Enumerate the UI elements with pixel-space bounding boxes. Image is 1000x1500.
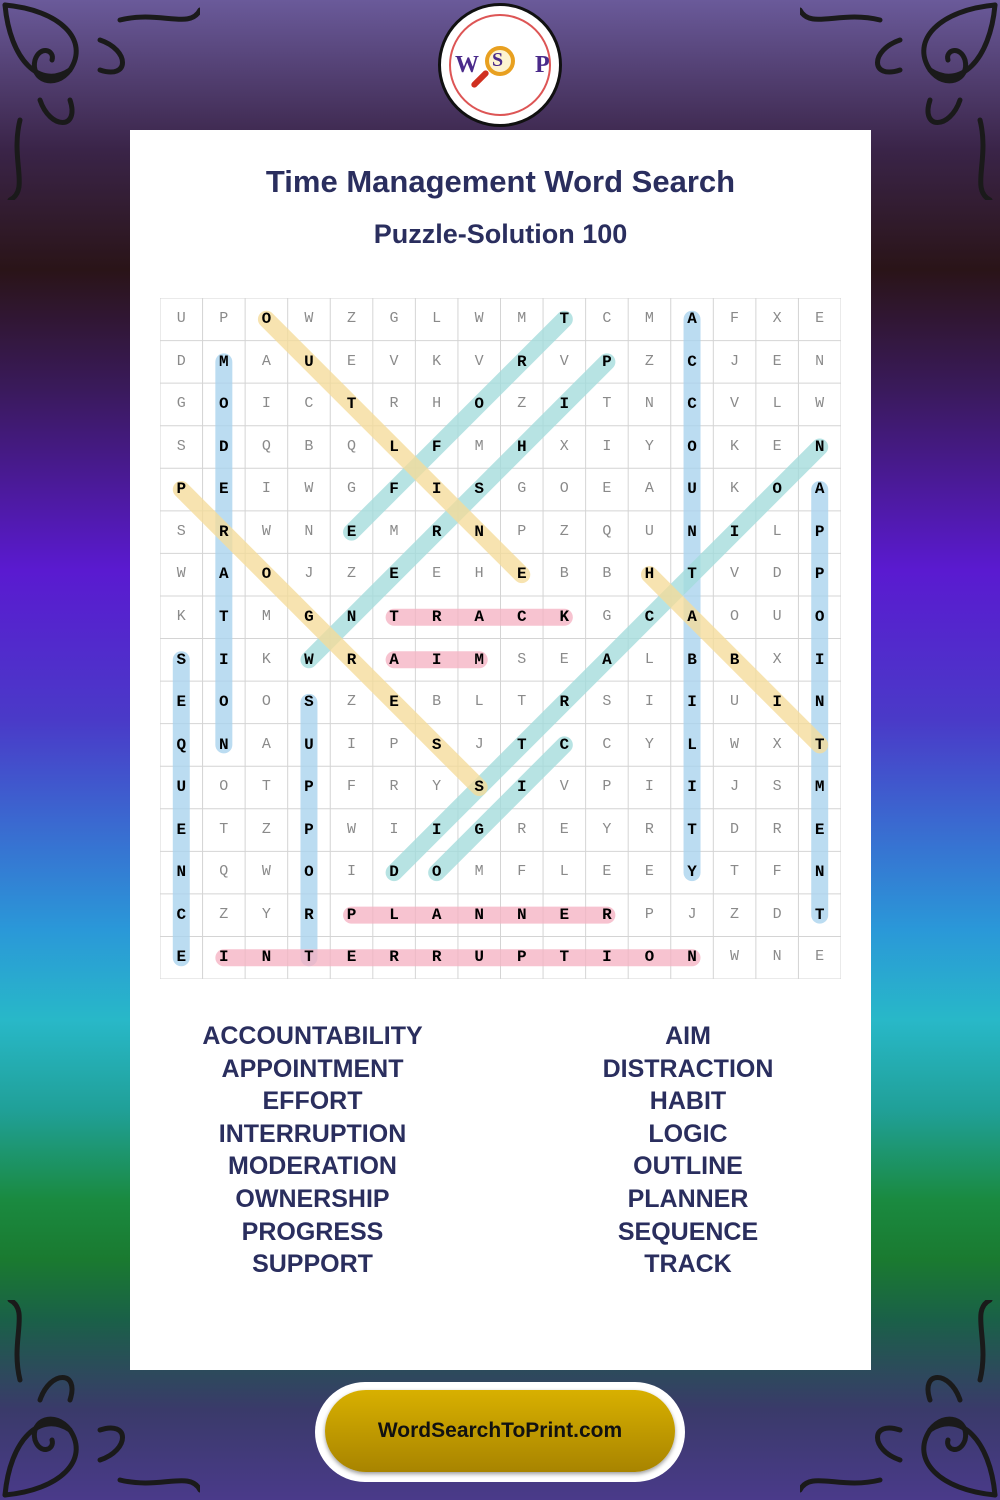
grid-cell: L (389, 905, 399, 924)
grid-cell: F (431, 437, 442, 456)
grid-cell: C (687, 395, 697, 414)
grid-cell: X (772, 735, 782, 753)
grid-cell: E (389, 693, 399, 712)
list-item: DISTRACTION (602, 1054, 774, 1083)
grid-cell: S (772, 778, 782, 796)
grid-cell: W (346, 820, 356, 838)
grid-cell: Y (687, 863, 697, 882)
grid-cell: R (772, 820, 782, 838)
grid-cell: N (644, 395, 654, 413)
grid-cell: N (687, 522, 697, 541)
grid-cell: R (431, 948, 442, 967)
grid-cell: S (431, 735, 442, 754)
grid-cell: N (814, 693, 825, 712)
grid-cell: Q (219, 863, 229, 881)
grid-cell: N (814, 863, 825, 882)
grid-cell: E (346, 948, 357, 967)
grid-cell: C (559, 735, 570, 754)
grid-cell: O (474, 395, 484, 414)
grid-cell: M (474, 437, 484, 455)
grid-cell: T (559, 948, 570, 967)
grid-cell: H (432, 395, 442, 413)
grid-cell: R (431, 522, 442, 541)
grid-cell: S (176, 522, 186, 540)
grid-cell: J (304, 565, 314, 583)
grid-cell: F (730, 310, 740, 327)
grid-cell: G (474, 820, 484, 839)
grid-cell: B (687, 650, 697, 669)
grid-cell: R (389, 778, 399, 796)
grid-cell: S (176, 437, 186, 455)
grid-cell: E (176, 693, 187, 712)
grid-cell: P (219, 310, 229, 327)
grid-cell: N (261, 948, 272, 967)
grid-cell: A (261, 735, 271, 753)
grid-cell: O (261, 310, 272, 328)
grid-cell: M (389, 522, 399, 540)
grid-cell: L (772, 395, 782, 413)
grid-cell: P (304, 778, 314, 797)
grid-cell: J (730, 352, 740, 370)
list-item: ACCOUNTABILITY (202, 1022, 423, 1050)
grid-cell: T (389, 607, 399, 626)
grid-cell: I (389, 820, 399, 838)
grid-cell: K (730, 480, 740, 498)
grid-cell: U (304, 352, 314, 371)
grid-cell: O (261, 693, 271, 711)
grid-cell: N (346, 607, 357, 626)
grid-cell: B (729, 650, 740, 669)
grid-cell: Z (730, 905, 740, 923)
grid-cell: T (304, 948, 314, 967)
grid-cell: N (814, 437, 825, 456)
grid-cell: C (176, 905, 187, 924)
grid-cell: I (261, 395, 271, 413)
grid-cell: V (559, 352, 569, 370)
grid-cell: U (304, 735, 314, 754)
grid-cell: N (474, 905, 484, 924)
grid-cell: F (346, 778, 356, 796)
grid-cell: T (559, 310, 570, 328)
grid-cell: N (304, 522, 314, 540)
grid-cell: I (644, 693, 654, 711)
grid-cell: A (474, 607, 484, 626)
grid-cell: Z (644, 352, 654, 370)
grid-cell: Z (346, 310, 356, 327)
list-item: OWNERSHIP (235, 1184, 390, 1213)
grid-cell: F (772, 863, 782, 881)
grid-cell: L (644, 650, 654, 668)
grid-cell: E (346, 352, 356, 370)
grid-cell: Q (602, 522, 612, 540)
grid-cell: A (687, 310, 697, 328)
grid-cell: S (304, 693, 314, 712)
grid-cell: H (474, 565, 484, 583)
grid-cell: G (602, 607, 612, 625)
grid-cell: D (176, 352, 186, 370)
list-item: MODERATION (228, 1152, 397, 1181)
grid-cell: N (772, 948, 782, 966)
grid-cell: W (261, 863, 271, 881)
grid-cell: I (644, 778, 654, 796)
grid-cell: W (730, 948, 740, 966)
grid-cell: L (559, 863, 569, 881)
list-item: TRACK (644, 1250, 732, 1279)
list-item: PROGRESS (241, 1217, 384, 1246)
grid-cell: S (517, 650, 527, 668)
grid-cell: T (517, 693, 527, 711)
list-item: LOGIC (648, 1119, 728, 1148)
grid-cell: M (814, 778, 825, 797)
grid-cell: T (730, 863, 740, 881)
grid-cell: R (644, 820, 654, 838)
grid-cell: I (261, 480, 271, 498)
grid-cell: C (687, 352, 697, 371)
grid-cell: T (687, 565, 697, 584)
grid-cell: G (346, 480, 356, 498)
list-item: AIM (665, 1022, 711, 1050)
wsp-logo[interactable] (438, 3, 562, 127)
grid-cell: W (304, 310, 314, 327)
logo-letter-w: W (455, 52, 479, 78)
grid-cell: V (730, 395, 740, 413)
word-search-grid (160, 298, 841, 979)
grid-cell: Y (432, 778, 442, 796)
grid-cell: I (431, 650, 442, 669)
grid-cell: O (304, 863, 314, 882)
grid-cell: Z (219, 905, 229, 923)
grid-cell: T (346, 395, 357, 414)
grid-cell: K (176, 607, 186, 625)
grid-cell: B (304, 437, 314, 455)
grid-cell: W (815, 395, 825, 413)
grid-cell: V (389, 352, 399, 370)
logo-letter-s: S (492, 49, 504, 71)
grid-cell: S (474, 778, 484, 797)
grid-cell: E (516, 565, 527, 584)
grid-cell: F (517, 863, 527, 881)
grid-cell: P (389, 735, 399, 753)
grid-cell: I (772, 693, 782, 712)
grid-cell: R (559, 693, 570, 712)
grid-cell: I (219, 650, 229, 669)
grid-cell: O (219, 395, 229, 414)
grid-cell: E (814, 820, 825, 839)
grid-cell: T (516, 735, 527, 754)
grid-cell: Z (346, 693, 356, 711)
grid-cell: X (772, 650, 782, 668)
grid-cell: O (644, 948, 655, 967)
grid-cell: B (432, 693, 442, 711)
grid-cell: R (304, 905, 314, 924)
grid-cell: E (772, 352, 782, 370)
grid-cell: V (559, 778, 569, 796)
grid-cell: E (176, 948, 187, 967)
grid-cell: Z (559, 522, 569, 540)
grid-cell: A (261, 352, 271, 370)
grid-cell: Y (261, 905, 271, 923)
grid-cell: A (431, 905, 442, 924)
grid-cell: S (176, 650, 187, 669)
grid-cell: I (516, 778, 527, 797)
grid-cell: F (389, 480, 399, 499)
grid-cell: U (730, 693, 740, 711)
grid-cell: K (559, 607, 570, 626)
grid-cell: D (219, 437, 229, 456)
grid-cell: D (730, 820, 740, 838)
grid-cell: M (219, 352, 229, 371)
grid-cell: O (687, 437, 697, 456)
grid-cell: T (219, 607, 229, 626)
grid-cell: D (772, 565, 782, 583)
grid-cell: Y (644, 437, 654, 455)
list-item: INTERRUPTION (218, 1119, 407, 1148)
grid-cell: G (176, 395, 186, 413)
grid-cell: W (474, 310, 484, 327)
grid-cell: R (389, 948, 399, 967)
grid-cell: O (814, 607, 825, 626)
list-item: APPOINTMENT (221, 1054, 404, 1083)
grid-cell: A (814, 480, 825, 499)
website-link-label[interactable]: WordSearchToPrint.com (325, 1390, 675, 1472)
grid-cell: B (559, 565, 569, 583)
grid-cell: A (219, 565, 229, 584)
grid-cell: N (219, 735, 229, 754)
grid-cell: Z (346, 565, 356, 583)
grid-cell: H (644, 565, 655, 584)
grid-cell: G (304, 607, 314, 626)
list-item: SUPPORT (252, 1250, 373, 1279)
grid-cell: O (559, 480, 569, 498)
grid-cell: N (176, 863, 187, 882)
list-item: PLANNER (627, 1184, 749, 1213)
grid-cell: O (219, 693, 229, 712)
grid-cell: P (516, 948, 527, 967)
grid-cell: R (389, 395, 399, 413)
grid-cell: I (346, 863, 356, 881)
grid-cell: C (602, 735, 612, 753)
grid-cell: E (432, 565, 442, 583)
grid-cell: I (814, 650, 825, 669)
grid-cell: W (304, 650, 314, 669)
grid-cell: E (559, 650, 569, 668)
grid-cell: U (644, 522, 654, 540)
grid-cell: M (644, 310, 654, 327)
grid-cell: M (517, 310, 527, 327)
page-subtitle: Puzzle-Solution 100 (373, 219, 628, 249)
grid-cell: Z (517, 395, 527, 413)
grid-cell: I (687, 778, 697, 797)
grid-cell: E (602, 863, 612, 881)
grid-cell: A (644, 480, 654, 498)
grid-cell: L (687, 735, 697, 754)
grid-cell: T (219, 820, 229, 838)
website-link-button[interactable] (315, 1382, 685, 1482)
page-title: Time Management Word Search (265, 164, 736, 199)
grid-cell: P (644, 905, 654, 923)
grid-cell: C (516, 607, 527, 626)
grid-cell: C (602, 310, 612, 327)
grid-cell: L (474, 693, 484, 711)
list-item: EFFORT (262, 1087, 363, 1116)
grid-cell: N (687, 948, 697, 967)
grid-cell: E (219, 480, 229, 499)
grid-cell: X (559, 437, 569, 455)
grid-cell: R (602, 905, 612, 924)
grid-cell: A (602, 650, 612, 669)
grid-letters (160, 298, 841, 979)
grid-cell: M (474, 650, 484, 669)
grid-cell: K (432, 352, 442, 370)
grid-cell: I (602, 437, 612, 455)
grid-cell: U (772, 607, 782, 625)
grid-cell: X (772, 310, 782, 327)
grid-cell: R (517, 820, 527, 838)
grid-cell: I (346, 735, 356, 753)
grid-cell: Y (644, 735, 654, 753)
grid-cell: E (815, 948, 825, 966)
grid-cell: T (602, 395, 612, 413)
grid-cell: E (602, 480, 612, 498)
grid-cell: I (729, 522, 740, 541)
grid-cell: C (644, 607, 655, 626)
grid-cell: U (176, 310, 186, 327)
grid-cell: O (772, 480, 782, 499)
grid-cell: U (176, 778, 187, 797)
grid-cell: P (602, 352, 612, 371)
grid-cell: P (814, 522, 825, 541)
grid-cell: E (772, 437, 782, 455)
grid-cell: P (814, 565, 825, 584)
grid-cell: O (219, 778, 229, 796)
grid-cell: O (261, 565, 272, 584)
grid-cell: I (431, 480, 442, 499)
list-item: HABIT (649, 1087, 727, 1116)
grid-cell: E (389, 565, 399, 584)
grid-cell: Z (261, 820, 271, 838)
grid-cell: J (730, 778, 740, 796)
grid-cell: V (730, 565, 740, 583)
grid-cell: N (815, 352, 825, 370)
grid-cell: P (346, 905, 357, 924)
grid-cell: U (687, 480, 697, 499)
grid-cell: T (814, 905, 825, 924)
grid-cell: A (389, 650, 399, 669)
grid-cell: O (431, 863, 442, 882)
grid-cell: P (304, 820, 314, 839)
grid-cell: M (261, 607, 271, 625)
grid-cell: I (602, 948, 612, 967)
grid-cell: T (814, 735, 825, 754)
grid-cell: J (474, 735, 484, 753)
grid-cell: D (772, 905, 782, 923)
grid-cell: P (517, 522, 527, 540)
grid-cell: I (687, 693, 697, 712)
grid-cell: E (815, 310, 825, 327)
grid-cell: P (602, 778, 612, 796)
grid-cell: E (644, 863, 654, 881)
word-list-left (160, 1020, 465, 1281)
grid-cell: W (176, 565, 186, 583)
grid-cell: L (389, 437, 399, 456)
grid-cell: I (559, 395, 570, 414)
grid-cell: V (474, 352, 484, 370)
grid-cell: T (261, 778, 271, 796)
grid-cell: Q (346, 437, 356, 455)
grid-cell: A (687, 607, 697, 626)
grid-cell: I (219, 948, 229, 967)
list-item: OUTLINE (633, 1152, 743, 1181)
logo-letter-p: P (535, 52, 550, 78)
grid-cell: P (176, 480, 187, 499)
grid-cell: K (261, 650, 271, 668)
grid-cell: G (517, 480, 527, 498)
grid-cell: U (474, 948, 484, 967)
grid-cell: H (516, 437, 527, 456)
grid-cell: S (602, 693, 612, 711)
grid-cell: R (219, 522, 229, 541)
grid-cell: R (516, 352, 527, 371)
grid-cell: L (432, 310, 442, 327)
grid-cell: J (687, 905, 697, 923)
grid-cell: Q (261, 437, 271, 455)
grid-cell: O (730, 607, 740, 625)
grid-cell: W (730, 735, 740, 753)
grid-cell: R (346, 650, 357, 669)
grid-cell: G (389, 310, 399, 327)
grid-cell: M (474, 863, 484, 881)
puzzle-panel (130, 130, 871, 1370)
grid-cell: D (389, 863, 399, 882)
grid-cell: Y (602, 820, 612, 838)
grid-cell: E (176, 820, 187, 839)
grid-cell: N (516, 905, 527, 924)
grid-cell: I (431, 820, 442, 839)
list-item: SEQUENCE (617, 1217, 759, 1246)
grid-cell: B (602, 565, 612, 583)
grid-cell: E (346, 522, 357, 541)
grid-cell: W (304, 480, 314, 498)
grid-cell: L (772, 522, 782, 540)
grid-cell: T (687, 820, 697, 839)
grid-cell: C (304, 395, 314, 413)
grid-cell: E (559, 820, 569, 838)
word-list-right (540, 1020, 836, 1281)
grid-cell: W (261, 522, 271, 540)
grid-cell: Q (176, 735, 187, 754)
grid-cell: S (474, 480, 484, 499)
grid-cell: E (559, 905, 570, 924)
grid-cell: R (431, 607, 442, 626)
grid-cell: N (474, 522, 484, 541)
grid-cell: K (730, 437, 740, 455)
